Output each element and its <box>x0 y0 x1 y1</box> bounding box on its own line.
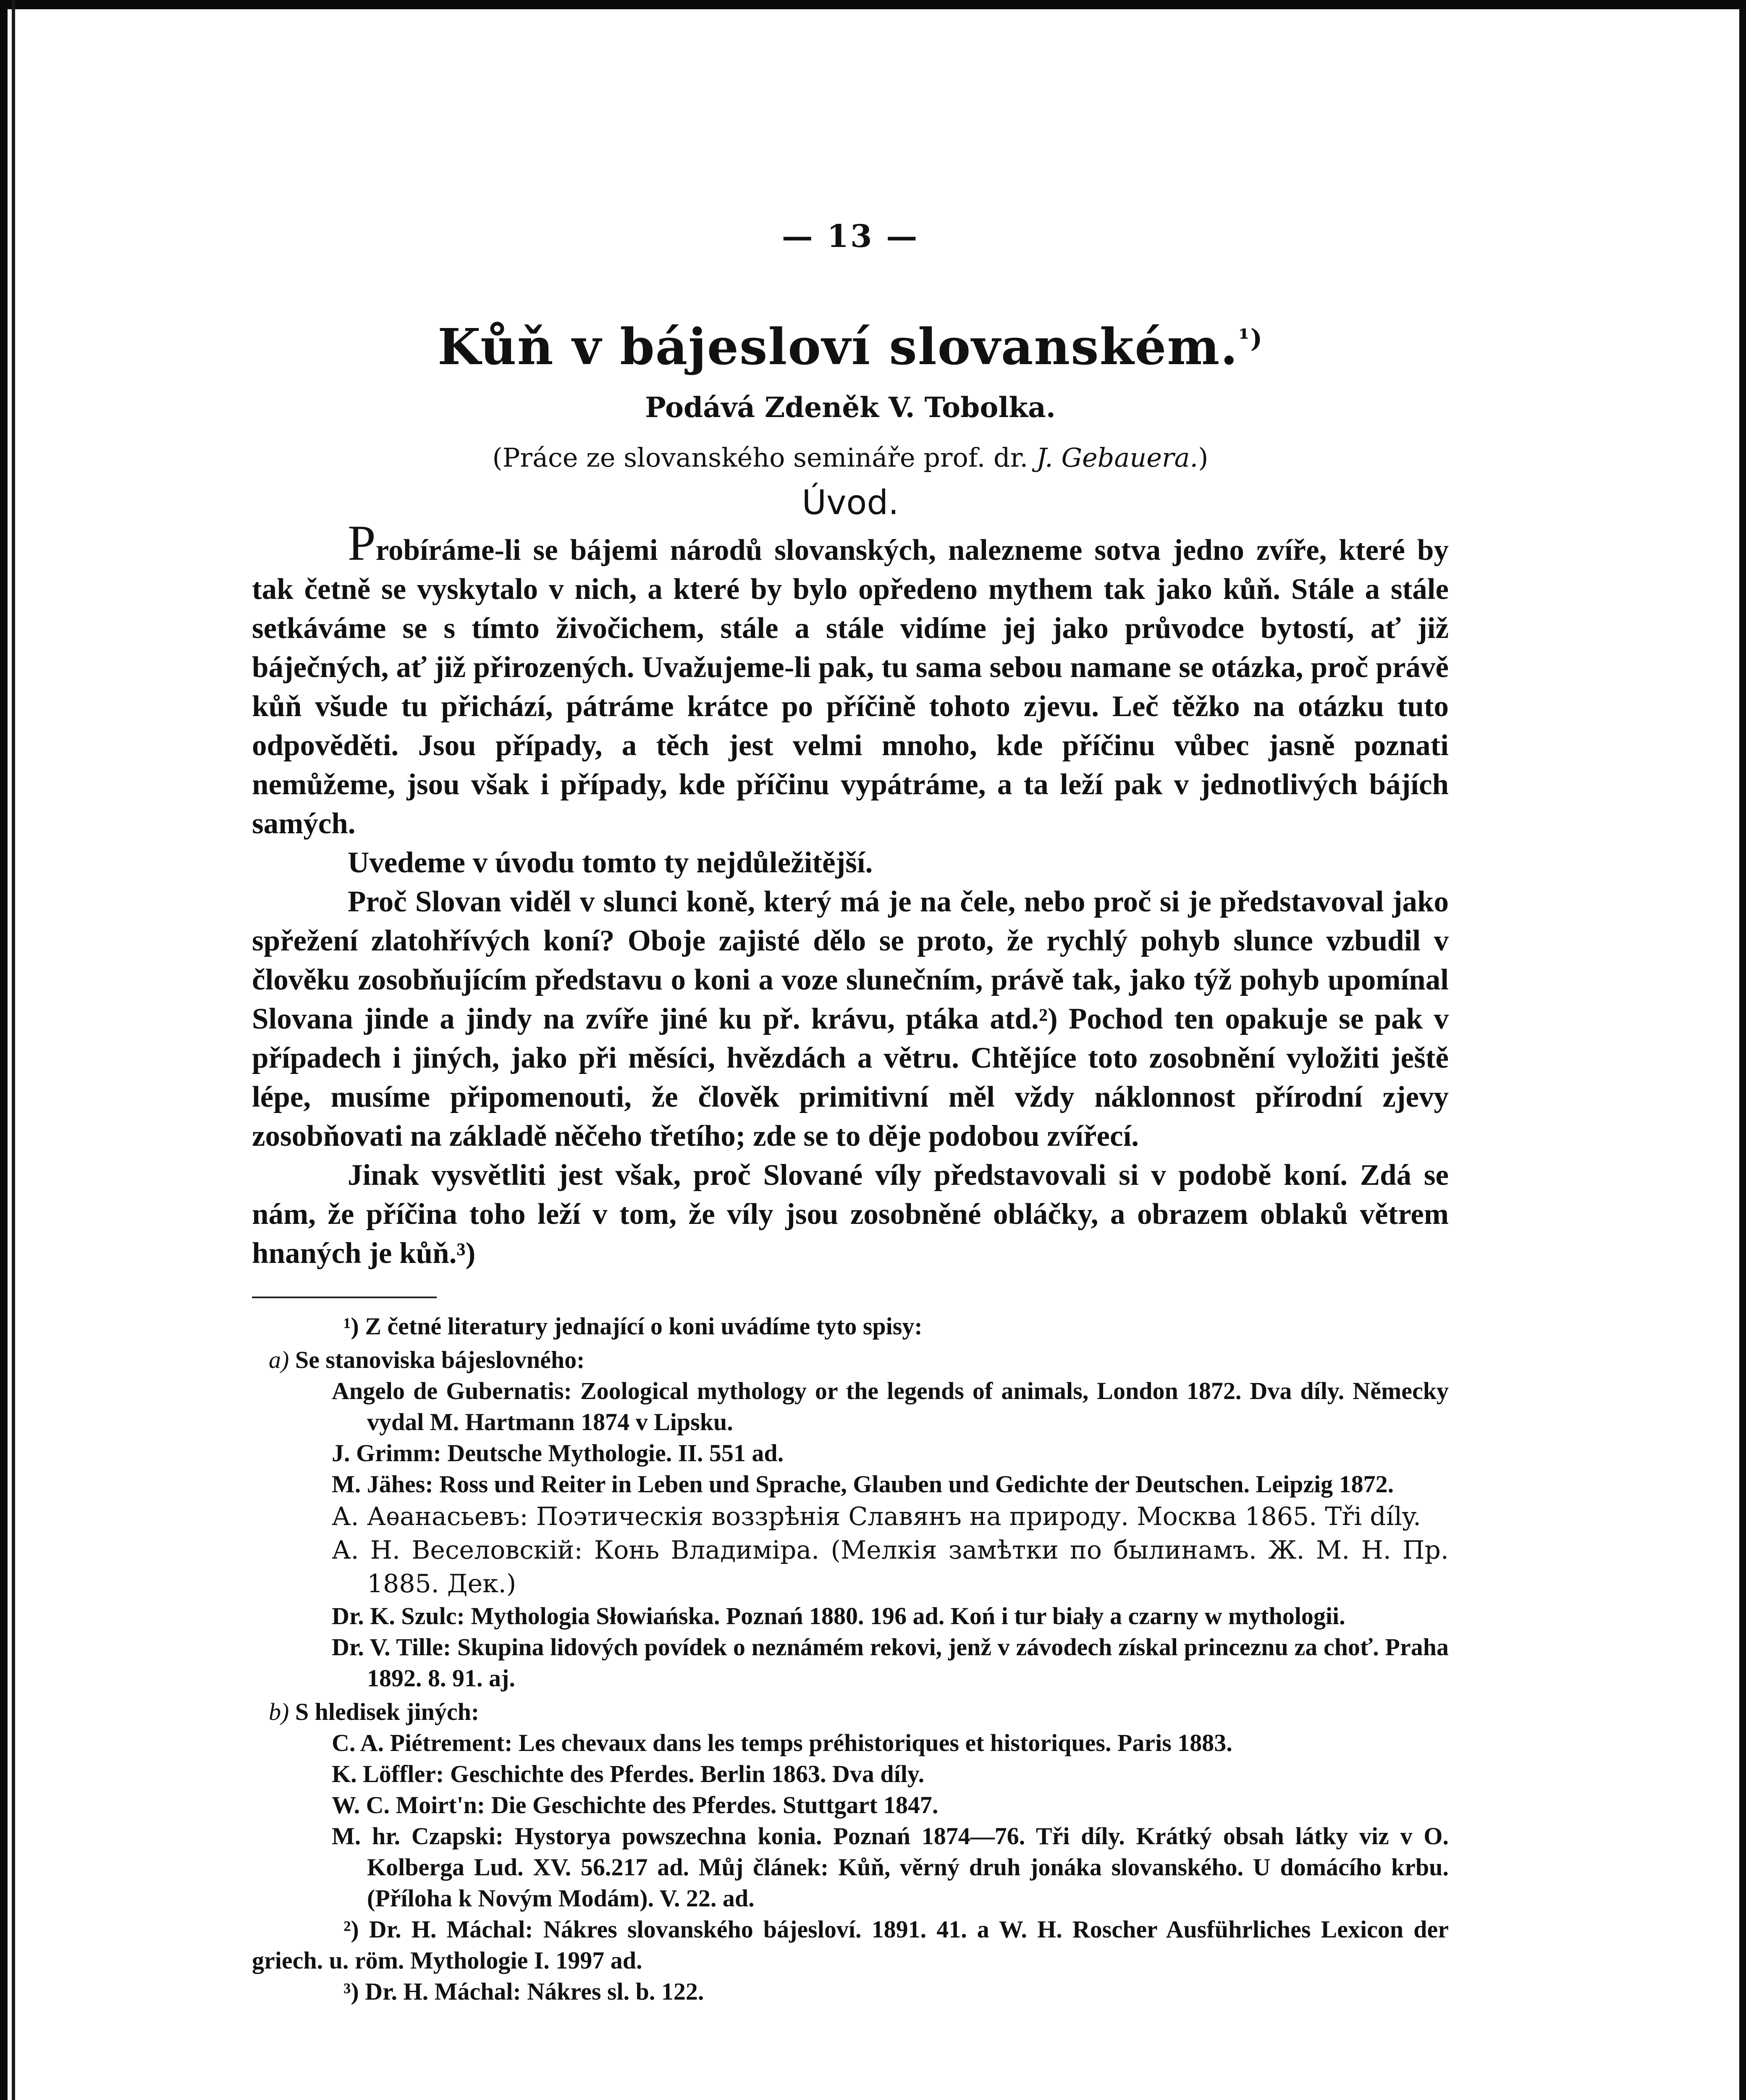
group-a-marker: a) <box>269 1346 289 1373</box>
paragraph-1-text: robíráme-li se bájemi národů slovanských, nalezneme sotva jedno zvíře, které by tak četně se vyskytalo v nich, a které by bylo opředeno mythem tak jako kůň. Stále a stále setkáváme se s tímto živočichem, stále a stále vidíme jej jako průvodce bytostí, ať již báječných, ať již přirozených. Uvažujeme-li pak, tu sama sebou namane se otázka, proč právě kůň všude tu přichází, pátráme krátce po příčině tohoto zjevu. Leč těžko na otázku tuto odpověděti. Jsou případy, a těch jest velmi mnoho, kde příčinu vůbec jasně poznati nemůžeme, jsou však i případy, kde příčinu vypátráme, a ta leží pak v jednotlivých bájích samých. <box>252 534 1449 840</box>
footnote-group-b-label <box>269 1696 1449 1727</box>
footnote-group-a-label <box>269 1344 1449 1376</box>
group-b-title: S hledisek jiných: <box>295 1698 480 1725</box>
reference-item: K. Löffler: Geschichte des Pferdes. Berlin 1863. Dva díly. <box>332 1760 925 1788</box>
reference-item: J. Grimm: Deutsche Mythologie. II. 551 ad. <box>332 1439 784 1467</box>
reference-item: Angelo de Gubernatis: Zoological mythology or the legends of animals, London 1872. Dva díly. Německy vydal M. Hartmann 1874 v Lipsku. <box>332 1377 1449 1436</box>
reference-item: C. A. Piétrement: Les chevaux dans les temps préhistoriques et historiques. Paris 1883. <box>332 1729 1232 1756</box>
article-title-text: Kůň v bájesloví slovanském. <box>437 318 1239 376</box>
source-note-prefix: (Práce ze slovanského semináře prof. dr. <box>492 442 1028 473</box>
source-note-suffix: ) <box>1198 442 1209 473</box>
reference-item: Dr. V. Tille: Skupina lidových povídek o neznámém rekovi, jenž v závodech získal princeznu za choť. Praha 1892. 8. 91. aj. <box>332 1633 1449 1692</box>
footnote-group-a <box>269 1344 1449 1694</box>
source-note <box>252 442 1449 473</box>
title-footnote-ref: ¹) <box>1238 324 1264 354</box>
scan-border-left-inner <box>12 0 15 2100</box>
footnote-2: ²) Dr. H. Máchal: Nákres slovanského bájesloví. 1891. 41. a W. H. Roscher Ausführliches Lexicon der griech. u. röm. Mythologie I. 1997 ad. <box>252 1916 1449 1974</box>
footnote-rule <box>252 1297 437 1298</box>
source-note-author: J. Gebauera. <box>1036 442 1198 473</box>
paragraph-2: Uvedeme v úvodu tomto ty nejdůležitější. <box>348 846 873 879</box>
reference-item: M. Jähes: Ross und Reiter in Leben und Sprache, Glauben und Gedichte der Deutschen. Leipzig 1872. <box>332 1470 1394 1498</box>
body-text <box>252 515 1449 1273</box>
article-title <box>252 318 1449 376</box>
section-heading: Úvod. <box>802 483 899 522</box>
paragraph-1 <box>252 515 1449 843</box>
paragraph-3: Proč Slovan viděl v slunci koně, který má je na čele, nebo proč si je představoval jako spřežení zlatohřívých koní? Oboje zajisté dělo se proto, že rychlý pohyb slunce vzbudil v člověku zosobňujícím představu o koni a voze slunečním, právě tak, jako týž pohyb upomínal Slovana jinde a jindy na zvíře jiné ku př. krávu, ptáka atd.²) Pochod ten opakuje se pak v případech i jiných, jako při měsíci, hvězdách a větru. Chtějíce toto zosobnění vyložiti ještě lépe, musíme připomenouti, že člověk primitivní měl vždy náklonnost přírodní zjevy zosobňovati na základě něčeho třetího; zde se to děje podobou zvířecí. <box>252 885 1449 1152</box>
reference-item: M. hr. Czapski: Hystorya powszechna konia. Poznań 1874—76. Tři díly. Krátký obsah látky viz v O. Kolberga Lud. XV. 56.217 ad. Můj článek: Kůň, věrný druh jonáka slovanského. U domácího krbu. (Příloha k Novým Modám). V. 22. ad. <box>332 1822 1449 1912</box>
group-b-marker: b) <box>269 1698 289 1725</box>
group-a-title: Se stanoviska bájeslovného: <box>295 1346 585 1373</box>
reference-item: W. C. Moirt'n: Die Geschichte des Pferdes. Stuttgart 1847. <box>332 1791 939 1819</box>
page-number: — 13 — <box>781 218 919 255</box>
footnote-group-b <box>269 1696 1449 1914</box>
page-content <box>252 218 1449 2007</box>
scan-border-right <box>1739 0 1746 2100</box>
reference-item: А. Аѳанасьевъ: Поэтическія воззрѣнія Славянъ на природу. Москва 1865. Tři díly. <box>332 1502 1421 1531</box>
footnotes <box>252 1311 1449 2007</box>
footnote-1-head: ¹) Z četné literatury jednající o koni uvádíme tyto spisy: <box>343 1312 923 1340</box>
scan-border-top <box>0 0 1746 9</box>
byline: Podává Zdeněk V. Tobolka. <box>645 391 1056 424</box>
footnote-3: ³) Dr. H. Máchal: Nákres sl. b. 122. <box>343 1978 704 2005</box>
reference-item: Dr. K. Szulc: Mythologia Słowiańska. Poznań 1880. 196 ad. Koń i tur biały a czarny w mythologii. <box>332 1602 1345 1630</box>
scan-border-left <box>0 0 8 2100</box>
paragraph-4: Jinak vysvětliti jest však, proč Slované víly představovali si v podobě koní. Zdá se nám, že příčina toho leží v tom, že víly jsou zosobněné obláčky, a obrazem oblaků větrem hnaných je kůň.³) <box>252 1159 1449 1270</box>
reference-item: А. Н. Веселовскій: Конь Владиміра. (Мелкія замѣтки по былинамъ. Ж. М. Н. Пр. 1885. Дек.) <box>332 1536 1449 1599</box>
paragraph-1-initial: P <box>348 515 376 571</box>
